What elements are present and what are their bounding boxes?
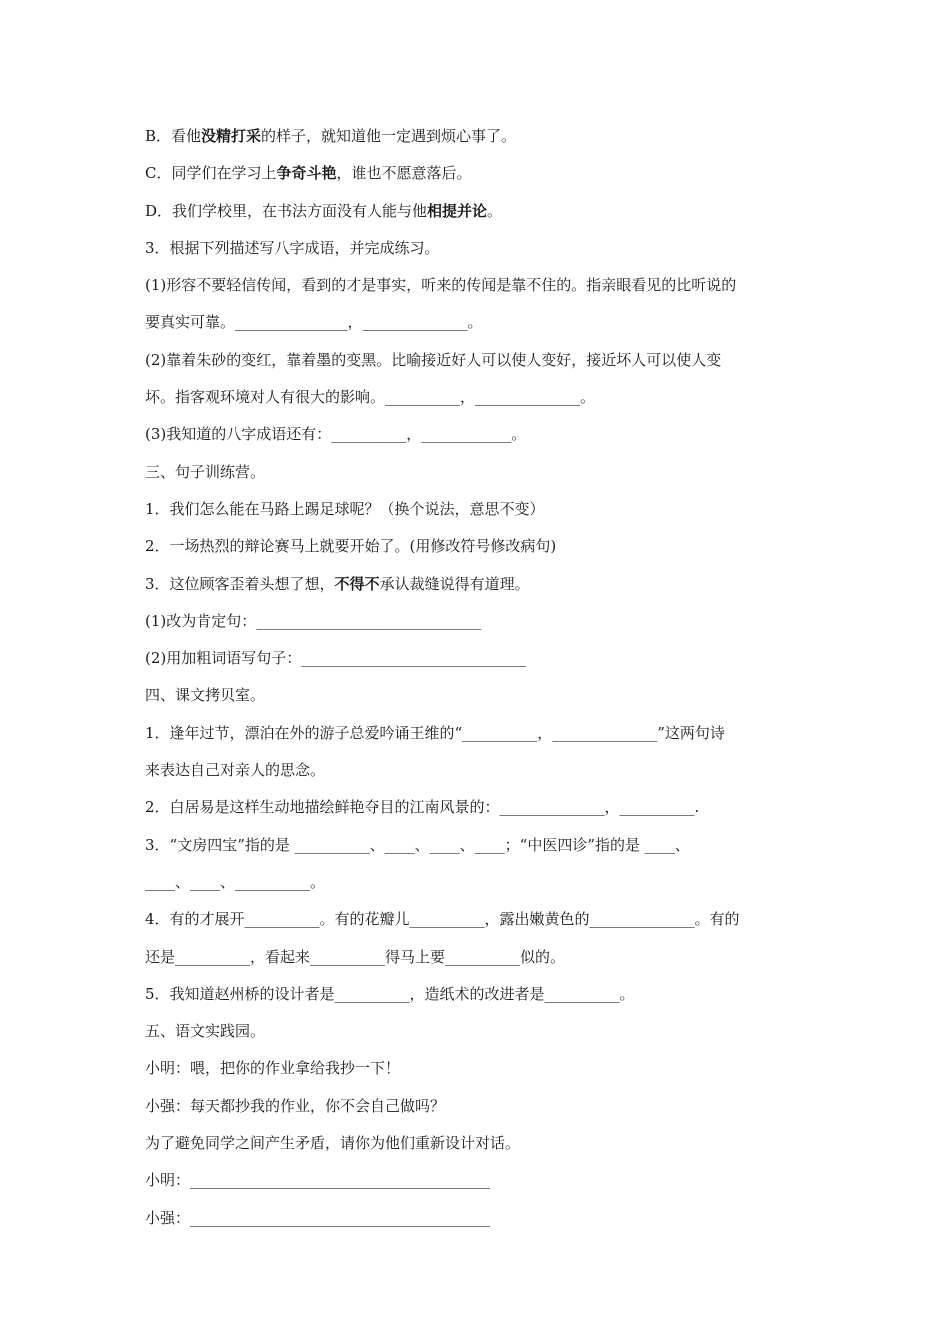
text-line	[145, 677, 810, 714]
line-text: 为了避免同学之间产生矛盾，请你为他们重新设计对话。	[145, 1134, 521, 1153]
text-line	[145, 491, 810, 528]
bold-phrase: 没精打采	[201, 127, 262, 145]
line-text: D．我们学校里，在书法方面没有人能与他	[145, 201, 428, 220]
text-line	[145, 1200, 810, 1237]
line-text: 承认裁缝说得有道理。	[379, 574, 530, 593]
line-text: 3．根据下列描述写八字成语，并完成练习。	[145, 238, 440, 257]
line-text: 4．有的才展开__________。有的花瓣儿__________，露出嫩黄色的______________。有的	[145, 910, 740, 929]
line-text: 五、语文实践园。	[145, 1022, 266, 1041]
bold-phrase: 不得不	[334, 574, 380, 593]
text-line	[145, 1125, 810, 1162]
text-line	[145, 1013, 810, 1050]
line-text: C．同学们在学习上	[145, 164, 277, 183]
text-line	[145, 827, 810, 864]
text-line	[145, 789, 810, 826]
text-line	[145, 267, 810, 304]
text-line	[145, 304, 810, 341]
line-text: 2．一场热烈的辩论赛马上就要开始了。(用修改符号修改病句)	[145, 537, 557, 556]
text-line	[145, 118, 810, 155]
line-text: ，谁也不愿意落后。	[336, 164, 472, 183]
line-text: 小明：________________________________________	[145, 1171, 491, 1190]
line-text: (1)改为肯定句：______________________________	[145, 611, 482, 630]
line-text: 1．我们怎么能在马路上踢足球呢？（换个说法，意思不变）	[145, 499, 545, 518]
text-line	[145, 528, 810, 565]
text-line	[145, 901, 810, 938]
line-text: (2)用加粗词语写句子：______________________________	[145, 649, 527, 668]
text-line	[145, 155, 810, 192]
text-line	[145, 230, 810, 267]
line-text: 坏。指客观环境对人有很大的影响。__________，______________。	[145, 388, 596, 407]
text-line	[145, 939, 810, 976]
line-text: 。	[487, 201, 503, 220]
text-line	[145, 640, 810, 677]
line-text: 四、课文拷贝室。	[145, 686, 266, 705]
line-text: 要真实可靠。_______________，______________。	[145, 313, 483, 332]
text-line	[145, 416, 810, 453]
text-line	[145, 603, 810, 640]
line-text: B．看他	[145, 127, 202, 145]
text-line	[145, 193, 810, 230]
line-text: 三、句子训练营。	[145, 462, 266, 481]
line-text: (3)我知道的八字成语还有：__________，____________。	[145, 425, 527, 444]
worksheet-page	[145, 118, 810, 1237]
line-text: ____、____、__________。	[145, 872, 326, 891]
line-text: 1．逢年过节，漂泊在外的游子总爱吟诵王维的“__________，______________”这两句诗	[145, 723, 725, 742]
line-text: (2)靠着朱砂的变红，靠着墨的变黑。比喻接近好人可以使人变好，接近坏人可以使人变	[145, 350, 722, 369]
line-text: (1)形容不要轻信传闻，看到的才是事实，听来的传闻是靠不住的。指亲眼看见的比听说的	[145, 276, 737, 295]
line-text: 还是__________，看起来__________得马上要__________似的。	[145, 947, 566, 966]
line-text: 小强：________________________________________	[145, 1208, 491, 1227]
bold-phrase: 争奇斗艳	[276, 164, 337, 183]
line-text: 5．我知道赵州桥的设计者是__________，造纸术的改进者是__________。	[145, 984, 635, 1003]
line-text: 小明：喂，把你的作业拿给我抄一下！	[145, 1059, 401, 1078]
text-line	[145, 1162, 810, 1199]
text-line	[145, 379, 810, 416]
text-line	[145, 1050, 810, 1087]
line-text: 的样子，就知道他一定遇到烦心事了。	[261, 127, 517, 145]
text-line	[145, 976, 810, 1013]
line-text: 小强：每天都抄我的作业，你不会自己做吗？	[145, 1096, 446, 1115]
line-text: 3．“文房四宝”指的是 __________、____、____、____；“中医四诊”指的是 ____、	[145, 835, 690, 854]
line-text: 2．白居易是这样生动地描绘鲜艳夺目的江南风景的：______________，__________.	[145, 798, 700, 817]
text-line	[145, 454, 810, 491]
bold-phrase: 相提并论	[427, 201, 488, 220]
text-line	[145, 1088, 810, 1125]
text-line	[145, 752, 810, 789]
text-line	[145, 566, 810, 603]
text-line	[145, 342, 810, 379]
line-text: 来表达自己对亲人的思念。	[145, 761, 326, 780]
line-text: 3．这位顾客歪着头想了想，	[145, 574, 335, 593]
text-line	[145, 864, 810, 901]
text-line	[145, 715, 810, 752]
